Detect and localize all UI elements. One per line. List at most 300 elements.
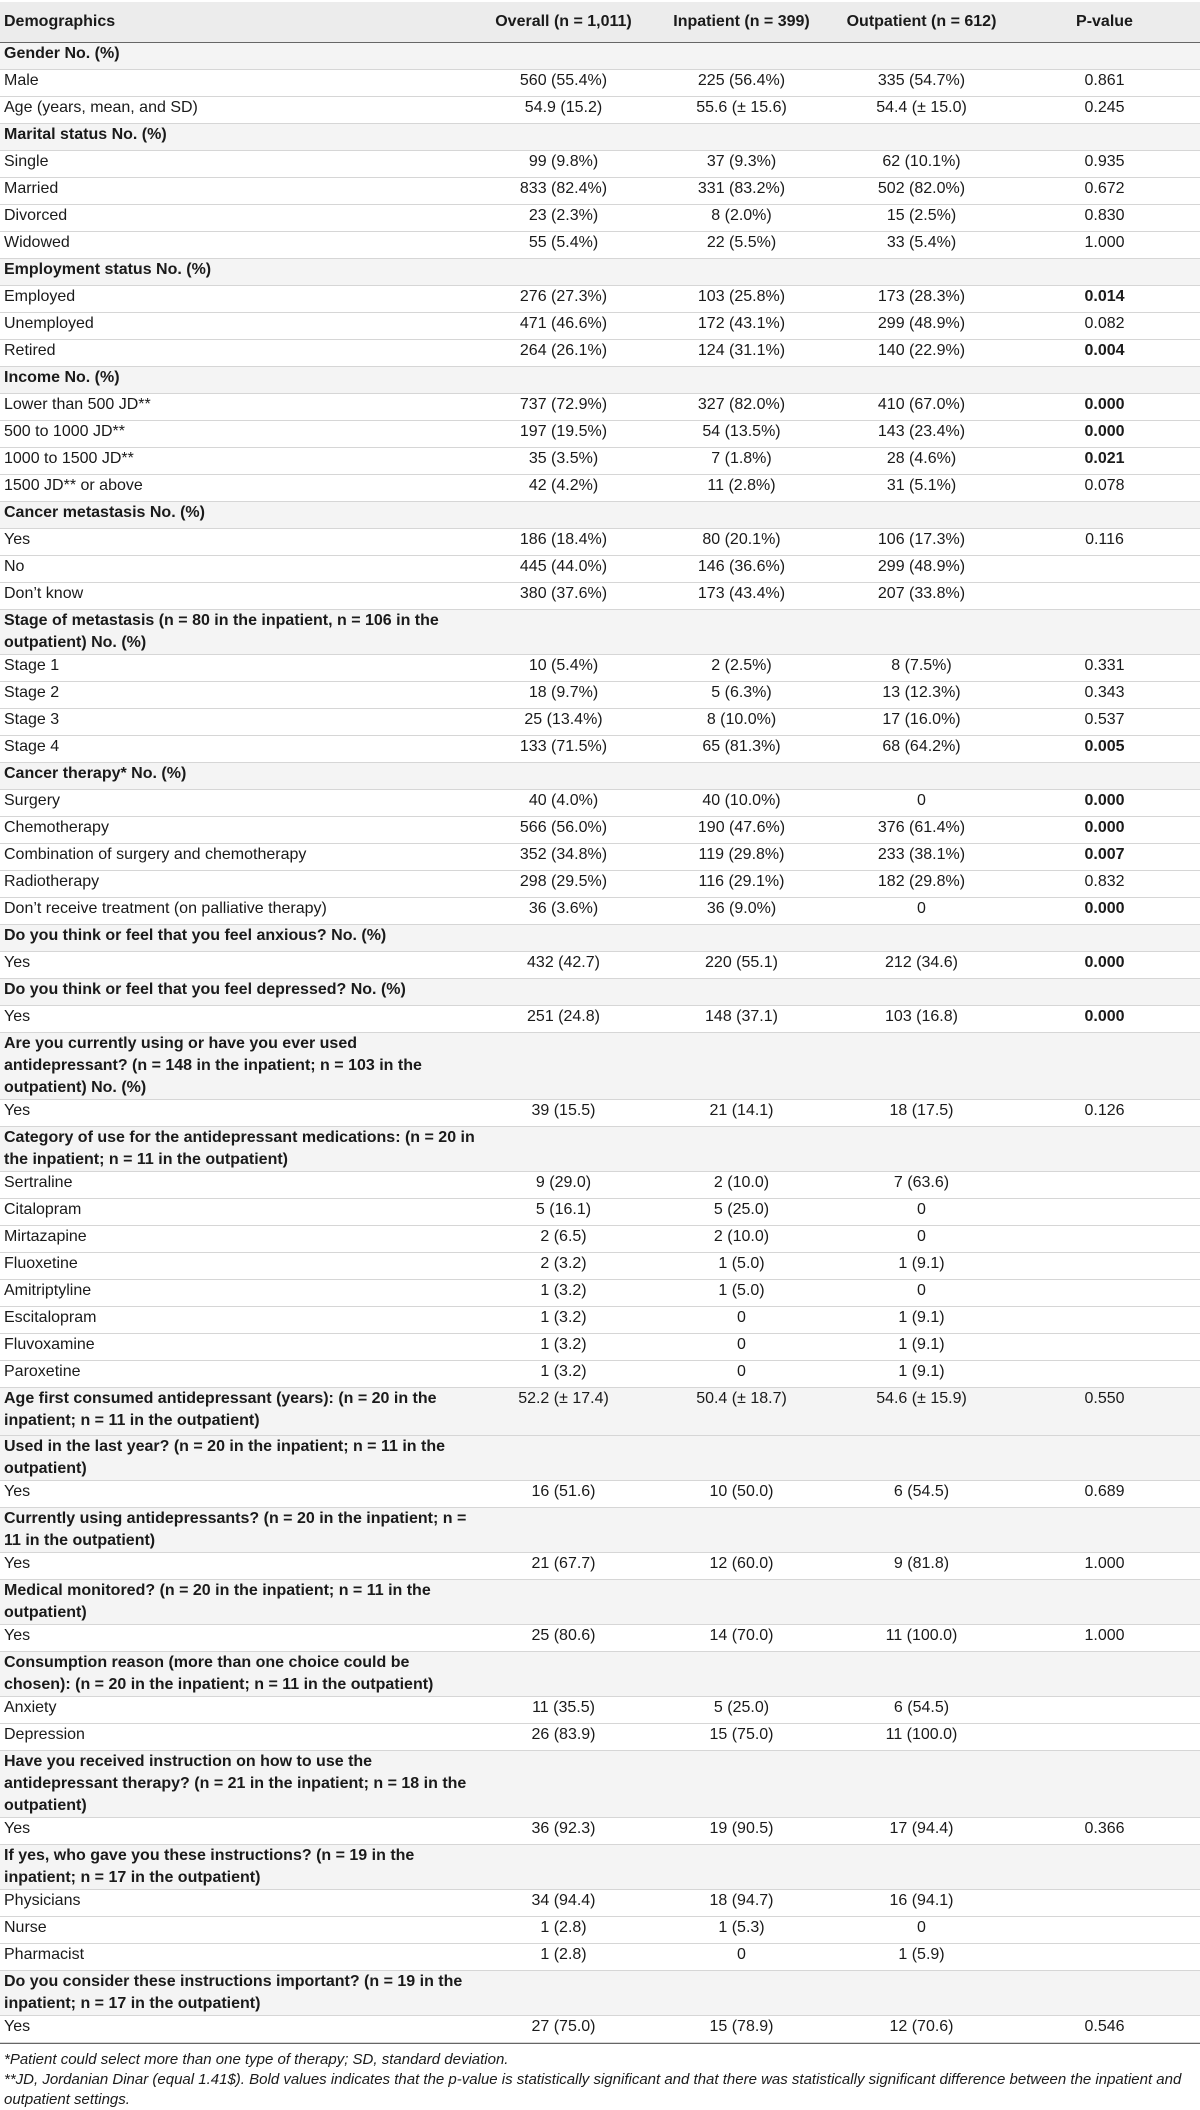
footnote-therapy: *Patient could select more than one type of therapy; SD, standard deviation. bbox=[4, 2050, 509, 2068]
cell-p-value: 0.672 bbox=[1009, 177, 1200, 204]
cell-inpatient: 1 (5.0) bbox=[649, 1252, 834, 1279]
table-row bbox=[0, 69, 1200, 96]
row-label: Widowed bbox=[0, 231, 478, 258]
section-label: Age first consumed antidepressant (years): (n = 20 in the inpatient; n = 11 in the outpatient) bbox=[0, 1387, 478, 1435]
table-row bbox=[0, 870, 1200, 897]
cell-outpatient: 299 (48.9%) bbox=[834, 312, 1009, 339]
cell-overall: 1 (2.8) bbox=[478, 1943, 649, 1970]
cell-inpatient: 21 (14.1) bbox=[649, 1099, 834, 1126]
cell-p-value: 0.000 bbox=[1009, 816, 1200, 843]
cell-overall bbox=[478, 1032, 649, 1099]
cell-outpatient: 15 (2.5%) bbox=[834, 204, 1009, 231]
cell-outpatient bbox=[834, 978, 1009, 1005]
section-label: Do you think or feel that you feel anxious? No. (%) bbox=[0, 924, 478, 951]
cell-inpatient bbox=[649, 1844, 834, 1889]
cell-outpatient bbox=[834, 924, 1009, 951]
cell-outpatient: 11 (100.0) bbox=[834, 1624, 1009, 1651]
row-label: Stage 4 bbox=[0, 735, 478, 762]
cell-overall: 35 (3.5%) bbox=[478, 447, 649, 474]
row-label: Employed bbox=[0, 285, 478, 312]
cell-overall: 99 (9.8%) bbox=[478, 150, 649, 177]
section-header-row bbox=[0, 1844, 1200, 1889]
cell-inpatient: 0 bbox=[649, 1943, 834, 1970]
cell-outpatient bbox=[834, 1032, 1009, 1099]
cell-overall: 2 (6.5) bbox=[478, 1225, 649, 1252]
cell-inpatient bbox=[649, 501, 834, 528]
cell-p-value bbox=[1009, 1723, 1200, 1750]
cell-overall: 26 (83.9) bbox=[478, 1723, 649, 1750]
cell-p-value: 0.005 bbox=[1009, 735, 1200, 762]
row-label: Amitriptyline bbox=[0, 1279, 478, 1306]
section-header-row bbox=[0, 1651, 1200, 1696]
cell-outpatient: 12 (70.6) bbox=[834, 2015, 1009, 2042]
cell-overall bbox=[478, 366, 649, 393]
cell-p-value bbox=[1009, 1198, 1200, 1225]
row-label: Age (years, mean, and SD) bbox=[0, 96, 478, 123]
cell-p-value bbox=[1009, 555, 1200, 582]
cell-p-value: 0.245 bbox=[1009, 96, 1200, 123]
section-header-row bbox=[0, 1750, 1200, 1817]
cell-inpatient: 1 (5.0) bbox=[649, 1279, 834, 1306]
cell-outpatient: 16 (94.1) bbox=[834, 1889, 1009, 1916]
cell-outpatient: 33 (5.4%) bbox=[834, 231, 1009, 258]
table-row bbox=[0, 150, 1200, 177]
row-label: Don’t receive treatment (on palliative therapy) bbox=[0, 897, 478, 924]
section-label: Are you currently using or have you ever used antidepressant? (n = 148 in the inpatient; n = 103 in the outpatient) No. (%) bbox=[0, 1032, 478, 1099]
cell-p-value: 0.000 bbox=[1009, 1005, 1200, 1032]
cell-overall: 55 (5.4%) bbox=[478, 231, 649, 258]
header-demographics: Demographics bbox=[0, 2, 478, 42]
cell-overall bbox=[478, 609, 649, 654]
cell-inpatient bbox=[649, 1507, 834, 1552]
cell-overall bbox=[478, 924, 649, 951]
cell-inpatient bbox=[649, 123, 834, 150]
cell-outpatient bbox=[834, 1507, 1009, 1552]
table-row bbox=[0, 204, 1200, 231]
cell-inpatient bbox=[649, 924, 834, 951]
cell-overall: 251 (24.8) bbox=[478, 1005, 649, 1032]
cell-overall: 298 (29.5%) bbox=[478, 870, 649, 897]
cell-inpatient: 331 (83.2%) bbox=[649, 177, 834, 204]
cell-inpatient: 5 (6.3%) bbox=[649, 681, 834, 708]
cell-p-value: 0.689 bbox=[1009, 1480, 1200, 1507]
cell-inpatient bbox=[649, 366, 834, 393]
cell-overall: 9 (29.0) bbox=[478, 1171, 649, 1198]
cell-p-value bbox=[1009, 1306, 1200, 1333]
cell-overall bbox=[478, 258, 649, 285]
cell-p-value bbox=[1009, 762, 1200, 789]
cell-p-value: 0.007 bbox=[1009, 843, 1200, 870]
cell-p-value bbox=[1009, 1844, 1200, 1889]
table-row bbox=[0, 420, 1200, 447]
row-label: Escitalopram bbox=[0, 1306, 478, 1333]
section-label: Used in the last year? (n = 20 in the inpatient; n = 11 in the outpatient) bbox=[0, 1435, 478, 1480]
cell-p-value: 0.537 bbox=[1009, 708, 1200, 735]
cell-inpatient bbox=[649, 762, 834, 789]
cell-overall: 737 (72.9%) bbox=[478, 393, 649, 420]
cell-overall: 11 (35.5) bbox=[478, 1696, 649, 1723]
table-row bbox=[0, 1306, 1200, 1333]
cell-inpatient: 2 (2.5%) bbox=[649, 654, 834, 681]
section-label: Cancer metastasis No. (%) bbox=[0, 501, 478, 528]
table-row bbox=[0, 312, 1200, 339]
section-header-row bbox=[0, 42, 1200, 69]
cell-p-value: 0.832 bbox=[1009, 870, 1200, 897]
cell-overall: 5 (16.1) bbox=[478, 1198, 649, 1225]
cell-outpatient bbox=[834, 1126, 1009, 1171]
section-label: Employment status No. (%) bbox=[0, 258, 478, 285]
row-label: Stage 3 bbox=[0, 708, 478, 735]
table-row bbox=[0, 843, 1200, 870]
cell-overall: 560 (55.4%) bbox=[478, 69, 649, 96]
cell-overall: 21 (67.7) bbox=[478, 1552, 649, 1579]
cell-overall: 54.9 (15.2) bbox=[478, 96, 649, 123]
cell-inpatient: 220 (55.1) bbox=[649, 951, 834, 978]
cell-overall: 833 (82.4%) bbox=[478, 177, 649, 204]
cell-overall bbox=[478, 1844, 649, 1889]
table-row bbox=[0, 1225, 1200, 1252]
cell-outpatient: 7 (63.6) bbox=[834, 1171, 1009, 1198]
cell-inpatient: 103 (25.8%) bbox=[649, 285, 834, 312]
table-row bbox=[0, 1624, 1200, 1651]
cell-outpatient: 0 bbox=[834, 897, 1009, 924]
cell-outpatient: 28 (4.6%) bbox=[834, 447, 1009, 474]
demographics-table bbox=[0, 2, 1200, 2043]
cell-inpatient: 37 (9.3%) bbox=[649, 150, 834, 177]
row-label: Yes bbox=[0, 1817, 478, 1844]
cell-outpatient: 13 (12.3%) bbox=[834, 681, 1009, 708]
section-label: Cancer therapy* No. (%) bbox=[0, 762, 478, 789]
table-row bbox=[0, 654, 1200, 681]
table-row bbox=[0, 177, 1200, 204]
cell-outpatient: 376 (61.4%) bbox=[834, 816, 1009, 843]
section-header-row bbox=[0, 762, 1200, 789]
table-row bbox=[0, 1723, 1200, 1750]
cell-outpatient: 18 (17.5) bbox=[834, 1099, 1009, 1126]
table-row bbox=[0, 1005, 1200, 1032]
section-label: Do you consider these instructions important? (n = 19 in the inpatient; n = 17 in the outpatient) bbox=[0, 1970, 478, 2015]
cell-inpatient: 116 (29.1%) bbox=[649, 870, 834, 897]
cell-overall: 36 (3.6%) bbox=[478, 897, 649, 924]
cell-overall: 186 (18.4%) bbox=[478, 528, 649, 555]
row-label: Yes bbox=[0, 2015, 478, 2042]
section-header-row bbox=[0, 924, 1200, 951]
table-row bbox=[0, 96, 1200, 123]
cell-p-value: 0.861 bbox=[1009, 69, 1200, 96]
cell-p-value bbox=[1009, 1696, 1200, 1723]
cell-p-value bbox=[1009, 924, 1200, 951]
section-header-row bbox=[0, 258, 1200, 285]
row-label: Nurse bbox=[0, 1916, 478, 1943]
cell-p-value bbox=[1009, 1651, 1200, 1696]
cell-outpatient: 11 (100.0) bbox=[834, 1723, 1009, 1750]
cell-outpatient bbox=[834, 366, 1009, 393]
cell-overall: 1 (3.2) bbox=[478, 1333, 649, 1360]
cell-p-value: 0.343 bbox=[1009, 681, 1200, 708]
cell-outpatient bbox=[834, 1844, 1009, 1889]
row-label: 1000 to 1500 JD** bbox=[0, 447, 478, 474]
cell-overall: 25 (80.6) bbox=[478, 1624, 649, 1651]
section-label: Have you received instruction on how to use the antidepressant therapy? (n = 21 in the inpatient; n = 18 in the outpatient) bbox=[0, 1750, 478, 1817]
cell-p-value: 0.021 bbox=[1009, 447, 1200, 474]
cell-inpatient: 36 (9.0%) bbox=[649, 897, 834, 924]
section-label: If yes, who gave you these instructions? (n = 19 in the inpatient; n = 17 in the outpatient) bbox=[0, 1844, 478, 1889]
cell-outpatient: 6 (54.5) bbox=[834, 1480, 1009, 1507]
cell-inpatient: 15 (78.9) bbox=[649, 2015, 834, 2042]
cell-p-value bbox=[1009, 1252, 1200, 1279]
row-label: Radiotherapy bbox=[0, 870, 478, 897]
cell-overall: 197 (19.5%) bbox=[478, 420, 649, 447]
cell-overall: 23 (2.3%) bbox=[478, 204, 649, 231]
cell-p-value: 0.935 bbox=[1009, 150, 1200, 177]
cell-inpatient: 12 (60.0) bbox=[649, 1552, 834, 1579]
section-header-row bbox=[0, 978, 1200, 1005]
table-row bbox=[0, 285, 1200, 312]
cell-outpatient: 9 (81.8) bbox=[834, 1552, 1009, 1579]
row-label: Yes bbox=[0, 1005, 478, 1032]
row-label: Combination of surgery and chemotherapy bbox=[0, 843, 478, 870]
section-header-row bbox=[0, 366, 1200, 393]
cell-overall bbox=[478, 1507, 649, 1552]
table-row bbox=[0, 2015, 1200, 2042]
cell-p-value bbox=[1009, 978, 1200, 1005]
cell-overall: 39 (15.5) bbox=[478, 1099, 649, 1126]
cell-inpatient: 80 (20.1%) bbox=[649, 528, 834, 555]
cell-p-value bbox=[1009, 1750, 1200, 1817]
cell-inpatient bbox=[649, 1126, 834, 1171]
row-label: Physicians bbox=[0, 1889, 478, 1916]
cell-p-value: 0.126 bbox=[1009, 1099, 1200, 1126]
row-label: Retired bbox=[0, 339, 478, 366]
cell-p-value: 0.116 bbox=[1009, 528, 1200, 555]
cell-overall bbox=[478, 1435, 649, 1480]
cell-outpatient: 143 (23.4%) bbox=[834, 420, 1009, 447]
cell-p-value: 0.000 bbox=[1009, 951, 1200, 978]
cell-inpatient bbox=[649, 1579, 834, 1624]
table-row bbox=[0, 393, 1200, 420]
cell-p-value bbox=[1009, 1279, 1200, 1306]
row-label: Fluoxetine bbox=[0, 1252, 478, 1279]
cell-overall: 380 (37.6%) bbox=[478, 582, 649, 609]
cell-inpatient: 2 (10.0) bbox=[649, 1225, 834, 1252]
cell-outpatient bbox=[834, 1579, 1009, 1624]
row-label: 1500 JD** or above bbox=[0, 474, 478, 501]
header-inpatient: Inpatient (n = 399) bbox=[649, 2, 834, 42]
header-p-value: P-value bbox=[1009, 2, 1200, 42]
cell-p-value bbox=[1009, 1171, 1200, 1198]
table-row bbox=[0, 339, 1200, 366]
cell-outpatient bbox=[834, 762, 1009, 789]
cell-inpatient: 5 (25.0) bbox=[649, 1696, 834, 1723]
cell-inpatient: 148 (37.1) bbox=[649, 1005, 834, 1032]
header-overall: Overall (n = 1,011) bbox=[478, 2, 649, 42]
cell-p-value bbox=[1009, 1225, 1200, 1252]
cell-p-value bbox=[1009, 1126, 1200, 1171]
cell-p-value: 0.366 bbox=[1009, 1817, 1200, 1844]
row-label: Anxiety bbox=[0, 1696, 478, 1723]
cell-overall: 1 (3.2) bbox=[478, 1279, 649, 1306]
row-label: Stage 2 bbox=[0, 681, 478, 708]
cell-outpatient: 6 (54.5) bbox=[834, 1696, 1009, 1723]
cell-overall: 264 (26.1%) bbox=[478, 339, 649, 366]
table-body bbox=[0, 42, 1200, 2042]
table-row bbox=[0, 1279, 1200, 1306]
cell-outpatient: 182 (29.8%) bbox=[834, 870, 1009, 897]
cell-p-value: 0.014 bbox=[1009, 285, 1200, 312]
cell-p-value: 1.000 bbox=[1009, 231, 1200, 258]
cell-p-value bbox=[1009, 1889, 1200, 1916]
row-label: Yes bbox=[0, 1624, 478, 1651]
cell-outpatient bbox=[834, 42, 1009, 69]
row-label: Citalopram bbox=[0, 1198, 478, 1225]
cell-inpatient: 173 (43.4%) bbox=[649, 582, 834, 609]
table-row bbox=[0, 555, 1200, 582]
row-label: Lower than 500 JD** bbox=[0, 393, 478, 420]
table-row bbox=[0, 1552, 1200, 1579]
cell-outpatient: 233 (38.1%) bbox=[834, 843, 1009, 870]
cell-overall: 1 (2.8) bbox=[478, 1916, 649, 1943]
cell-overall bbox=[478, 978, 649, 1005]
section-label: Income No. (%) bbox=[0, 366, 478, 393]
cell-p-value bbox=[1009, 1032, 1200, 1099]
cell-overall bbox=[478, 42, 649, 69]
section-header-row bbox=[0, 1435, 1200, 1480]
section-label: Stage of metastasis (n = 80 in the inpatient, n = 106 in the outpatient) No. (%) bbox=[0, 609, 478, 654]
cell-p-value: 0.004 bbox=[1009, 339, 1200, 366]
section-label: Currently using antidepressants? (n = 20 in the inpatient; n = 11 in the outpatient) bbox=[0, 1507, 478, 1552]
cell-inpatient: 0 bbox=[649, 1333, 834, 1360]
cell-outpatient: 0 bbox=[834, 1279, 1009, 1306]
row-label: Yes bbox=[0, 1480, 478, 1507]
cell-outpatient: 17 (16.0%) bbox=[834, 708, 1009, 735]
cell-inpatient: 1 (5.3) bbox=[649, 1916, 834, 1943]
cell-overall bbox=[478, 123, 649, 150]
table-row bbox=[0, 1943, 1200, 1970]
cell-inpatient: 15 (75.0) bbox=[649, 1723, 834, 1750]
cell-overall bbox=[478, 1651, 649, 1696]
cell-outpatient: 335 (54.7%) bbox=[834, 69, 1009, 96]
cell-outpatient: 212 (34.6) bbox=[834, 951, 1009, 978]
table-row bbox=[0, 1817, 1200, 1844]
cell-p-value bbox=[1009, 1333, 1200, 1360]
row-label: Pharmacist bbox=[0, 1943, 478, 1970]
table-row bbox=[0, 1252, 1200, 1279]
cell-overall: 34 (94.4) bbox=[478, 1889, 649, 1916]
row-label: Depression bbox=[0, 1723, 478, 1750]
cell-inpatient bbox=[649, 258, 834, 285]
cell-overall: 1 (3.2) bbox=[478, 1306, 649, 1333]
cell-p-value bbox=[1009, 1360, 1200, 1387]
cell-inpatient: 8 (2.0%) bbox=[649, 204, 834, 231]
cell-p-value bbox=[1009, 258, 1200, 285]
cell-p-value: 0.546 bbox=[1009, 2015, 1200, 2042]
cell-overall bbox=[478, 1970, 649, 2015]
table-row bbox=[0, 1198, 1200, 1225]
cell-p-value: 0.550 bbox=[1009, 1387, 1200, 1435]
cell-outpatient: 140 (22.9%) bbox=[834, 339, 1009, 366]
row-label: Mirtazapine bbox=[0, 1225, 478, 1252]
cell-p-value: 0.830 bbox=[1009, 204, 1200, 231]
cell-inpatient bbox=[649, 1435, 834, 1480]
cell-overall: 432 (42.7) bbox=[478, 951, 649, 978]
cell-outpatient bbox=[834, 1651, 1009, 1696]
row-label: Sertraline bbox=[0, 1171, 478, 1198]
row-label: Paroxetine bbox=[0, 1360, 478, 1387]
footnote-currency: **JD, Jordanian Dinar (equal 1.41$). Bold values indicates that the p-value is statistically significant and that there was statistically significant difference between the inpatient and outpatient settings. bbox=[4, 2070, 1182, 2108]
cell-outpatient: 173 (28.3%) bbox=[834, 285, 1009, 312]
cell-overall: 16 (51.6) bbox=[478, 1480, 649, 1507]
section-header-row bbox=[0, 1126, 1200, 1171]
cell-outpatient: 1 (9.1) bbox=[834, 1360, 1009, 1387]
cell-inpatient: 40 (10.0%) bbox=[649, 789, 834, 816]
cell-inpatient: 0 bbox=[649, 1306, 834, 1333]
cell-inpatient: 119 (29.8%) bbox=[649, 843, 834, 870]
cell-p-value bbox=[1009, 1579, 1200, 1624]
row-label: Don’t know bbox=[0, 582, 478, 609]
cell-overall: 36 (92.3) bbox=[478, 1817, 649, 1844]
cell-p-value: 0.000 bbox=[1009, 789, 1200, 816]
cell-p-value: 0.078 bbox=[1009, 474, 1200, 501]
table-row bbox=[0, 897, 1200, 924]
section-label: Medical monitored? (n = 20 in the inpatient; n = 11 in the outpatient) bbox=[0, 1579, 478, 1624]
table-row bbox=[0, 528, 1200, 555]
cell-inpatient bbox=[649, 1032, 834, 1099]
cell-p-value bbox=[1009, 1970, 1200, 2015]
cell-overall: 352 (34.8%) bbox=[478, 843, 649, 870]
section-label: Consumption reason (more than one choice could be chosen): (n = 20 in the inpatient; n = 11 in the outpatient) bbox=[0, 1651, 478, 1696]
cell-outpatient: 54.6 (± 15.9) bbox=[834, 1387, 1009, 1435]
cell-outpatient: 1 (5.9) bbox=[834, 1943, 1009, 1970]
row-label: Fluvoxamine bbox=[0, 1333, 478, 1360]
cell-outpatient: 0 bbox=[834, 1916, 1009, 1943]
section-header-row bbox=[0, 123, 1200, 150]
cell-inpatient: 5 (25.0) bbox=[649, 1198, 834, 1225]
cell-inpatient: 54 (13.5%) bbox=[649, 420, 834, 447]
cell-outpatient: 502 (82.0%) bbox=[834, 177, 1009, 204]
table-row bbox=[0, 708, 1200, 735]
cell-p-value: 0.000 bbox=[1009, 393, 1200, 420]
cell-inpatient: 2 (10.0) bbox=[649, 1171, 834, 1198]
cell-p-value bbox=[1009, 42, 1200, 69]
cell-overall: 566 (56.0%) bbox=[478, 816, 649, 843]
cell-p-value bbox=[1009, 582, 1200, 609]
section-label: Marital status No. (%) bbox=[0, 123, 478, 150]
section-header-row bbox=[0, 1507, 1200, 1552]
cell-outpatient: 68 (64.2%) bbox=[834, 735, 1009, 762]
cell-inpatient: 18 (94.7) bbox=[649, 1889, 834, 1916]
cell-p-value: 0.000 bbox=[1009, 420, 1200, 447]
cell-inpatient: 0 bbox=[649, 1360, 834, 1387]
cell-overall: 10 (5.4%) bbox=[478, 654, 649, 681]
cell-p-value: 1.000 bbox=[1009, 1624, 1200, 1651]
cell-inpatient: 7 (1.8%) bbox=[649, 447, 834, 474]
row-label: Surgery bbox=[0, 789, 478, 816]
table-row bbox=[0, 1099, 1200, 1126]
cell-outpatient: 0 bbox=[834, 1198, 1009, 1225]
table-row bbox=[0, 1480, 1200, 1507]
cell-inpatient bbox=[649, 42, 834, 69]
cell-inpatient: 55.6 (± 15.6) bbox=[649, 96, 834, 123]
row-label: Chemotherapy bbox=[0, 816, 478, 843]
cell-inpatient: 22 (5.5%) bbox=[649, 231, 834, 258]
row-label: 500 to 1000 JD** bbox=[0, 420, 478, 447]
cell-inpatient bbox=[649, 978, 834, 1005]
section-label: Do you think or feel that you feel depressed? No. (%) bbox=[0, 978, 478, 1005]
cell-p-value: 0.082 bbox=[1009, 312, 1200, 339]
cell-outpatient: 17 (94.4) bbox=[834, 1817, 1009, 1844]
cell-outpatient bbox=[834, 258, 1009, 285]
cell-inpatient: 172 (43.1%) bbox=[649, 312, 834, 339]
